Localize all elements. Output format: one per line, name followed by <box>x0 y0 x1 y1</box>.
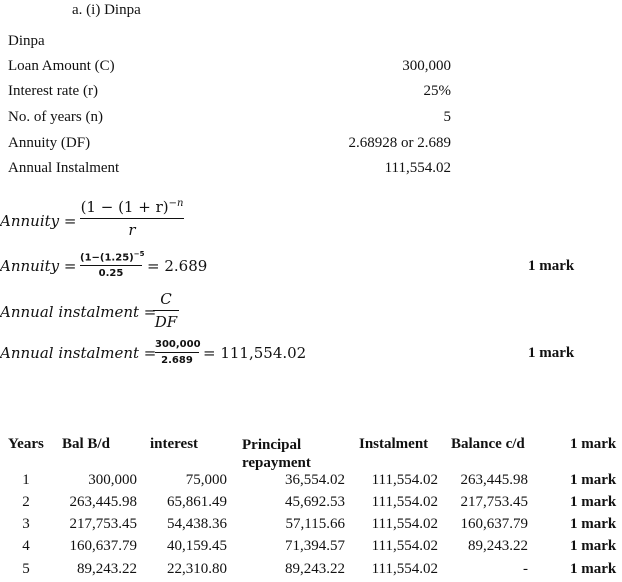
table-cell: 36,554.02 <box>285 472 345 488</box>
summary-title: Dinpa <box>8 33 45 49</box>
summary-label: Loan Amount (C) <box>8 58 115 74</box>
table-cell: 54,438.36 <box>167 516 227 532</box>
table-cell: 1 mark <box>570 538 617 554</box>
fraction-bar <box>155 352 199 353</box>
table-cell: 2 <box>22 494 30 510</box>
annuity-label: Annuity = <box>0 212 77 230</box>
mark-label: 1 mark <box>528 345 575 361</box>
table-cell: - <box>523 561 528 577</box>
table-header: Balance c/d <box>451 436 525 452</box>
annuity-numerator: (1 − (1 + r) <box>80 198 169 216</box>
summary-value: 25% <box>423 83 451 99</box>
table-cell: 111,554.02 <box>371 516 438 532</box>
table-cell: 1 mark <box>570 472 617 488</box>
annuity-exponent: −n <box>168 198 184 209</box>
annuity-calc-label: Annuity = <box>0 257 77 275</box>
summary-value: 111,554.02 <box>384 160 451 176</box>
table-cell: 263,445.98 <box>460 472 528 488</box>
fraction-bar <box>153 310 179 311</box>
table-header: Instalment <box>359 436 429 452</box>
table-cell: 65,861.49 <box>167 494 227 510</box>
table-cell: 111,554.02 <box>371 561 438 577</box>
table-cell: 111,554.02 <box>371 538 438 554</box>
instalment-calc-label: Annual instalment = <box>0 344 157 362</box>
annuity-calc-exponent: −5 <box>133 250 145 258</box>
table-header: 1 mark <box>570 436 617 452</box>
table-cell: 89,243.22 <box>285 561 345 577</box>
instalment-label: Annual instalment = <box>0 303 157 321</box>
table-cell: 89,243.22 <box>468 538 528 554</box>
table-cell: 111,554.02 <box>371 472 438 488</box>
table-cell: 217,753.45 <box>69 516 137 532</box>
summary-label: Annuity (DF) <box>8 135 91 151</box>
table-header: Principal repayment <box>242 437 311 471</box>
table-cell: 45,692.53 <box>285 494 345 510</box>
fraction-bar <box>80 218 184 219</box>
table-cell: 22,310.80 <box>167 561 227 577</box>
table-cell: 160,637.79 <box>69 538 137 554</box>
table-cell: 3 <box>22 516 30 532</box>
summary-label: Interest rate (r) <box>8 83 98 99</box>
instalment-numerator: C <box>160 290 172 308</box>
table-cell: 1 mark <box>570 494 617 510</box>
annuity-calc-numerator: (1−(1.25) <box>80 252 134 264</box>
table-cell: 71,394.57 <box>285 538 345 554</box>
table-cell: 111,554.02 <box>371 494 438 510</box>
table-cell: 4 <box>22 538 30 554</box>
annuity-calc-denominator: 0.25 <box>98 268 124 280</box>
annuity-denominator: r <box>128 221 136 239</box>
table-header: interest <box>150 436 199 452</box>
table-cell: 57,115.66 <box>285 516 345 532</box>
table-cell: 300,000 <box>88 472 137 488</box>
summary-value: 300,000 <box>402 58 451 74</box>
table-cell: 89,243.22 <box>77 561 137 577</box>
summary-value: 2.68928 or 2.689 <box>348 135 451 151</box>
table-cell: 40,159.45 <box>167 538 227 554</box>
table-cell: 1 <box>22 472 30 488</box>
instalment-calc-denominator: 2.689 <box>161 355 193 366</box>
table-cell: 75,000 <box>185 472 227 488</box>
summary-label: Annual Instalment <box>8 160 120 176</box>
instalment-calc-numerator: 300,000 <box>155 339 201 350</box>
instalment-denominator: DF <box>154 313 178 331</box>
instalment-calc-result: = 111,554.02 <box>203 344 307 362</box>
table-cell: 1 mark <box>570 561 617 577</box>
section-heading: a. (i) Dinpa <box>72 2 141 18</box>
table-header: Bal B/d <box>62 436 110 452</box>
fraction-bar <box>80 265 142 266</box>
table-header: Years <box>8 436 44 452</box>
summary-label: No. of years (n) <box>8 109 103 125</box>
table-cell: 1 mark <box>570 516 617 532</box>
summary-value: 5 <box>443 109 451 125</box>
table-cell: 5 <box>22 561 30 577</box>
table-cell: 160,637.79 <box>460 516 528 532</box>
table-cell: 217,753.45 <box>460 494 528 510</box>
mark-label: 1 mark <box>528 258 575 274</box>
table-cell: 263,445.98 <box>69 494 137 510</box>
annuity-calc-result: = 2.689 <box>147 257 208 275</box>
